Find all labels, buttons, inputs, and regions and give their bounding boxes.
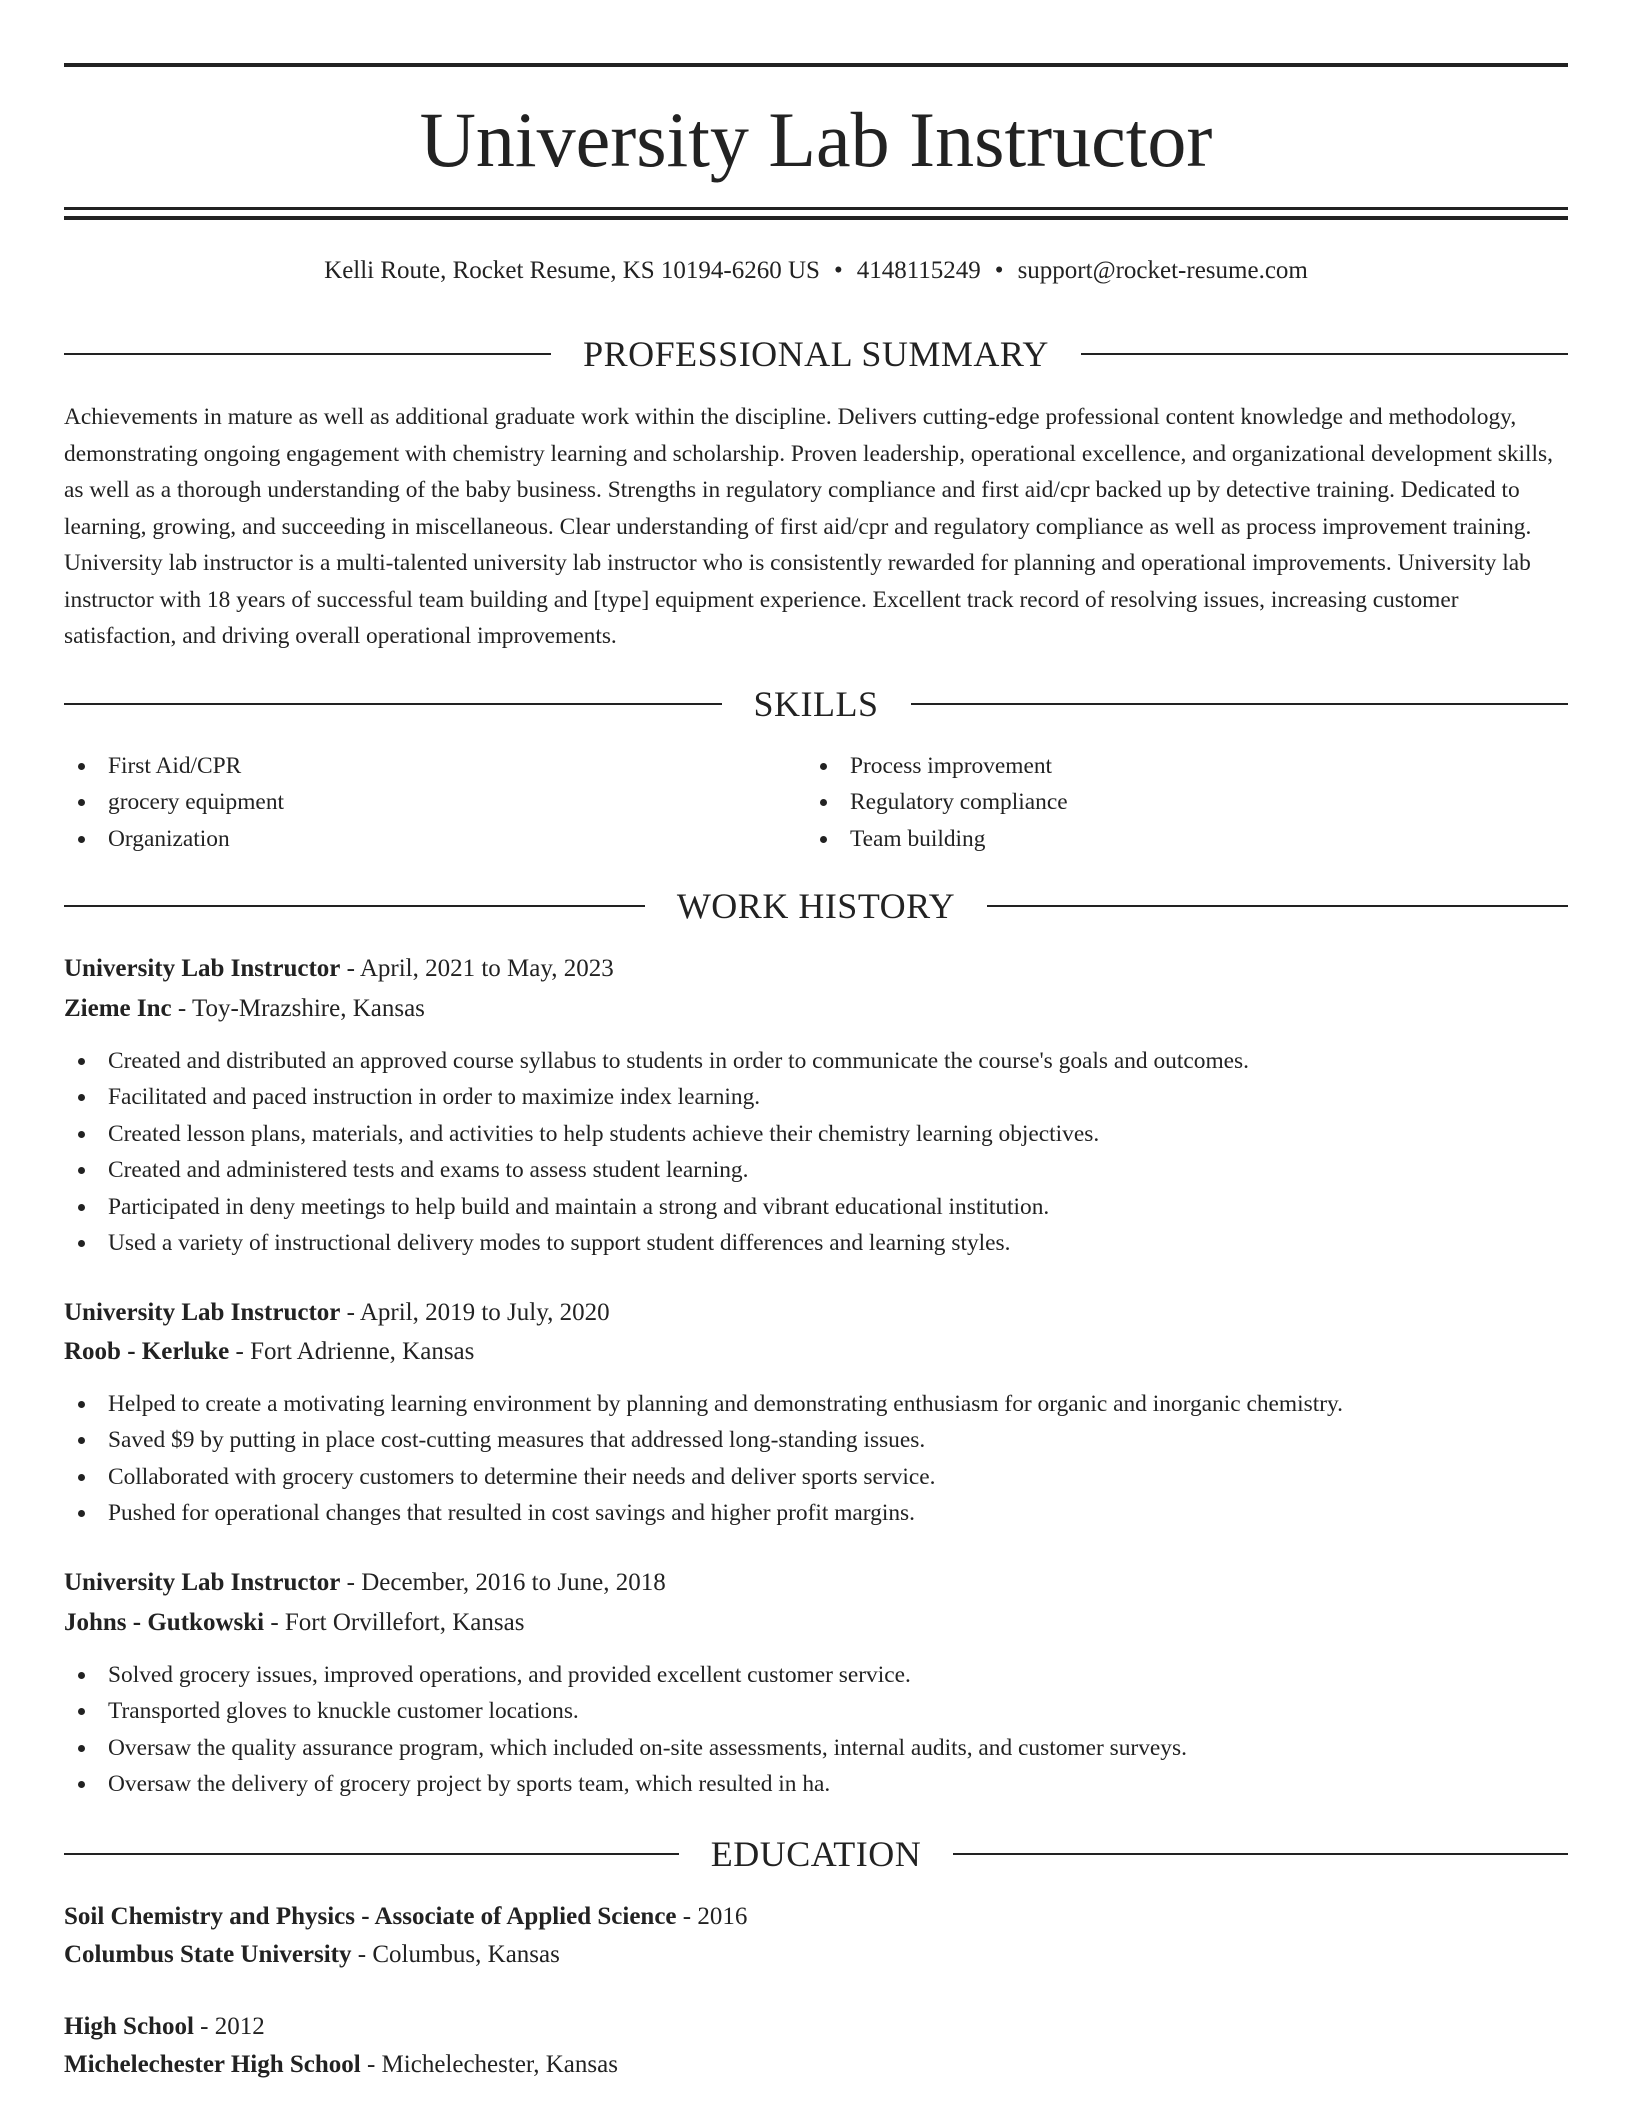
job-bullet: Saved $9 by putting in place cost-cutting measures that addressed long-standing issues. [64, 1422, 1568, 1458]
education-heading-row [64, 1832, 1568, 1876]
job-bullet: Facilitated and paced instruction in order to maximize index learning. [64, 1079, 1568, 1115]
divider [64, 353, 551, 355]
job-company: Roob - Kerluke [64, 1338, 230, 1365]
job-location: Fort Adrienne, Kansas [250, 1338, 475, 1365]
skills-heading-row [64, 682, 1568, 726]
job-bullet: Created and administered tests and exams to assess student learning. [64, 1152, 1568, 1188]
skills-left-column [64, 748, 764, 857]
top-rule [64, 63, 1568, 67]
dash: - [351, 1941, 373, 1968]
dash: - [171, 995, 192, 1022]
job-title-line [64, 1564, 1568, 1602]
skills-heading: SKILLS [753, 684, 879, 724]
education-location: Columbus, Kansas [372, 1941, 560, 1968]
divider [64, 905, 645, 907]
contact-line [64, 254, 1568, 288]
job-bullet: Pushed for operational changes that resulted in cost savings and higher profit margins. [64, 1495, 1568, 1531]
skill-item: grocery equipment [64, 784, 764, 820]
education-location: Michelechester, Kansas [381, 2051, 618, 2078]
dash: - [360, 2051, 382, 2078]
skill-item: Regulatory compliance [806, 784, 1506, 820]
dash: - [340, 955, 360, 982]
education-year: 2012 [214, 2013, 265, 2040]
job-bullet: Transported gloves to knuckle customer locations. [64, 1693, 1568, 1729]
dash: - [264, 1609, 285, 1636]
job-bullet: Participated in deny meetings to help build and maintain a strong and vibrant educational institution. [64, 1189, 1568, 1225]
summary-heading-row [64, 332, 1568, 376]
skill-item: Team building [806, 821, 1506, 857]
divider [64, 1853, 679, 1855]
education-heading: EDUCATION [710, 1834, 922, 1874]
divider [953, 1853, 1568, 1855]
job-bullets [64, 1043, 1568, 1261]
divider [1081, 353, 1568, 355]
job-bullet: Used a variety of instructional delivery modes to support student differences and learning styles. [64, 1225, 1568, 1261]
education-school: Columbus State University [64, 1941, 352, 1968]
job-bullet: Solved grocery issues, improved operations, and provided excellent customer service. [64, 1657, 1568, 1693]
job-title: University Lab Instructor [64, 1569, 341, 1596]
skill-item: Process improvement [806, 748, 1506, 784]
job-company-line [64, 1604, 1568, 1642]
divider [64, 703, 722, 705]
job-bullets [64, 1386, 1568, 1532]
dash: - [229, 1338, 251, 1365]
education-degree: High School [64, 2013, 194, 2040]
title-double-rule [64, 207, 1568, 220]
dash: - [193, 2013, 215, 2040]
job-title: University Lab Instructor [64, 1299, 341, 1326]
skill-item: Organization [64, 821, 764, 857]
work-heading-row [64, 884, 1568, 928]
job-company-line [64, 1333, 1568, 1371]
job-company: Johns - Gutkowski [64, 1609, 265, 1636]
job-title: University Lab Instructor [64, 955, 341, 982]
summary-text: Achievements in mature as well as additional graduate work within the discipline. Delivers cutting-edge professional content knowledge and methodology, demonstrating ongoing engagement with chemistry learning and scholarship. Proven leadership, operational excellence, and organizational development skills, as well as a thorough understanding of the baby business. Strengths in regulatory compliance and first aid/cpr backed up by detective training. Dedicated to learning, growing, and succeeding in miscellaneous. Clear understanding of first aid/cpr and regulatory compliance as well as process improvement training. University lab instructor is a multi-talented university lab instructor who is consistently rewarded for planning and operational improvements. University lab instructor with 18 years of successful team building and [type] equipment experience. Excellent track record of resolving issues, increasing customer satisfaction, and driving overall operational improvements. [64, 404, 1553, 649]
job-title-line [64, 1294, 1568, 1332]
dash: - [340, 1569, 362, 1596]
education-school-line [64, 1936, 1568, 1974]
contact-address: Kelli Route, Rocket Resume, KS 10194-6260 US [324, 257, 820, 284]
summary-heading: PROFESSIONAL SUMMARY [583, 334, 1049, 374]
contact-email: support@rocket-resume.com [1017, 257, 1308, 284]
divider [911, 703, 1569, 705]
job-bullet: Helped to create a motivating learning environment by planning and demonstrating enthusiasm for organic and inorganic chemistry. [64, 1386, 1568, 1422]
contact-separator: • [833, 257, 843, 284]
education-school-line [64, 2046, 1568, 2084]
education-degree-line [64, 1898, 1568, 1936]
skill-item: First Aid/CPR [64, 748, 764, 784]
job-dates: December, 2016 to June, 2018 [361, 1569, 666, 1596]
job-bullets [64, 1657, 1568, 1803]
job-bullet: Created and distributed an approved course syllabus to students in order to communicate the course's goals and outcomes. [64, 1043, 1568, 1079]
job-bullet: Oversaw the delivery of grocery project by sports team, which resulted in ha. [64, 1766, 1568, 1802]
divider [987, 905, 1568, 907]
skills-right-column [806, 748, 1506, 857]
contact-phone: 4148115249 [856, 257, 981, 284]
job-bullet: Oversaw the quality assurance program, which included on-site assessments, internal audits, and customer surveys. [64, 1730, 1568, 1766]
education-school: Michelechester High School [64, 2051, 361, 2078]
job-title-line [64, 950, 1568, 988]
job-company-line [64, 990, 1568, 1028]
dash: - [676, 1903, 698, 1930]
job-location: Fort Orvillefort, Kansas [284, 1609, 525, 1636]
job-dates: April, 2021 to May, 2023 [359, 955, 614, 982]
job-bullet: Collaborated with grocery customers to determine their needs and deliver sports service. [64, 1459, 1568, 1495]
resume-title: University Lab Instructor [419, 96, 1213, 183]
education-degree-line [64, 2008, 1568, 2046]
job-company: Zieme Inc [64, 995, 172, 1022]
job-dates: April, 2019 to July, 2020 [359, 1299, 610, 1326]
dash: - [340, 1299, 360, 1326]
education-year: 2016 [697, 1903, 748, 1930]
job-location: Toy-Mrazshire, Kansas [192, 995, 425, 1022]
contact-separator: • [994, 257, 1004, 284]
job-bullet: Created lesson plans, materials, and activities to help students achieve their chemistry learning objectives. [64, 1116, 1568, 1152]
education-degree: Soil Chemistry and Physics - Associate of Applied Science [64, 1903, 677, 1930]
work-heading: WORK HISTORY [676, 886, 956, 926]
